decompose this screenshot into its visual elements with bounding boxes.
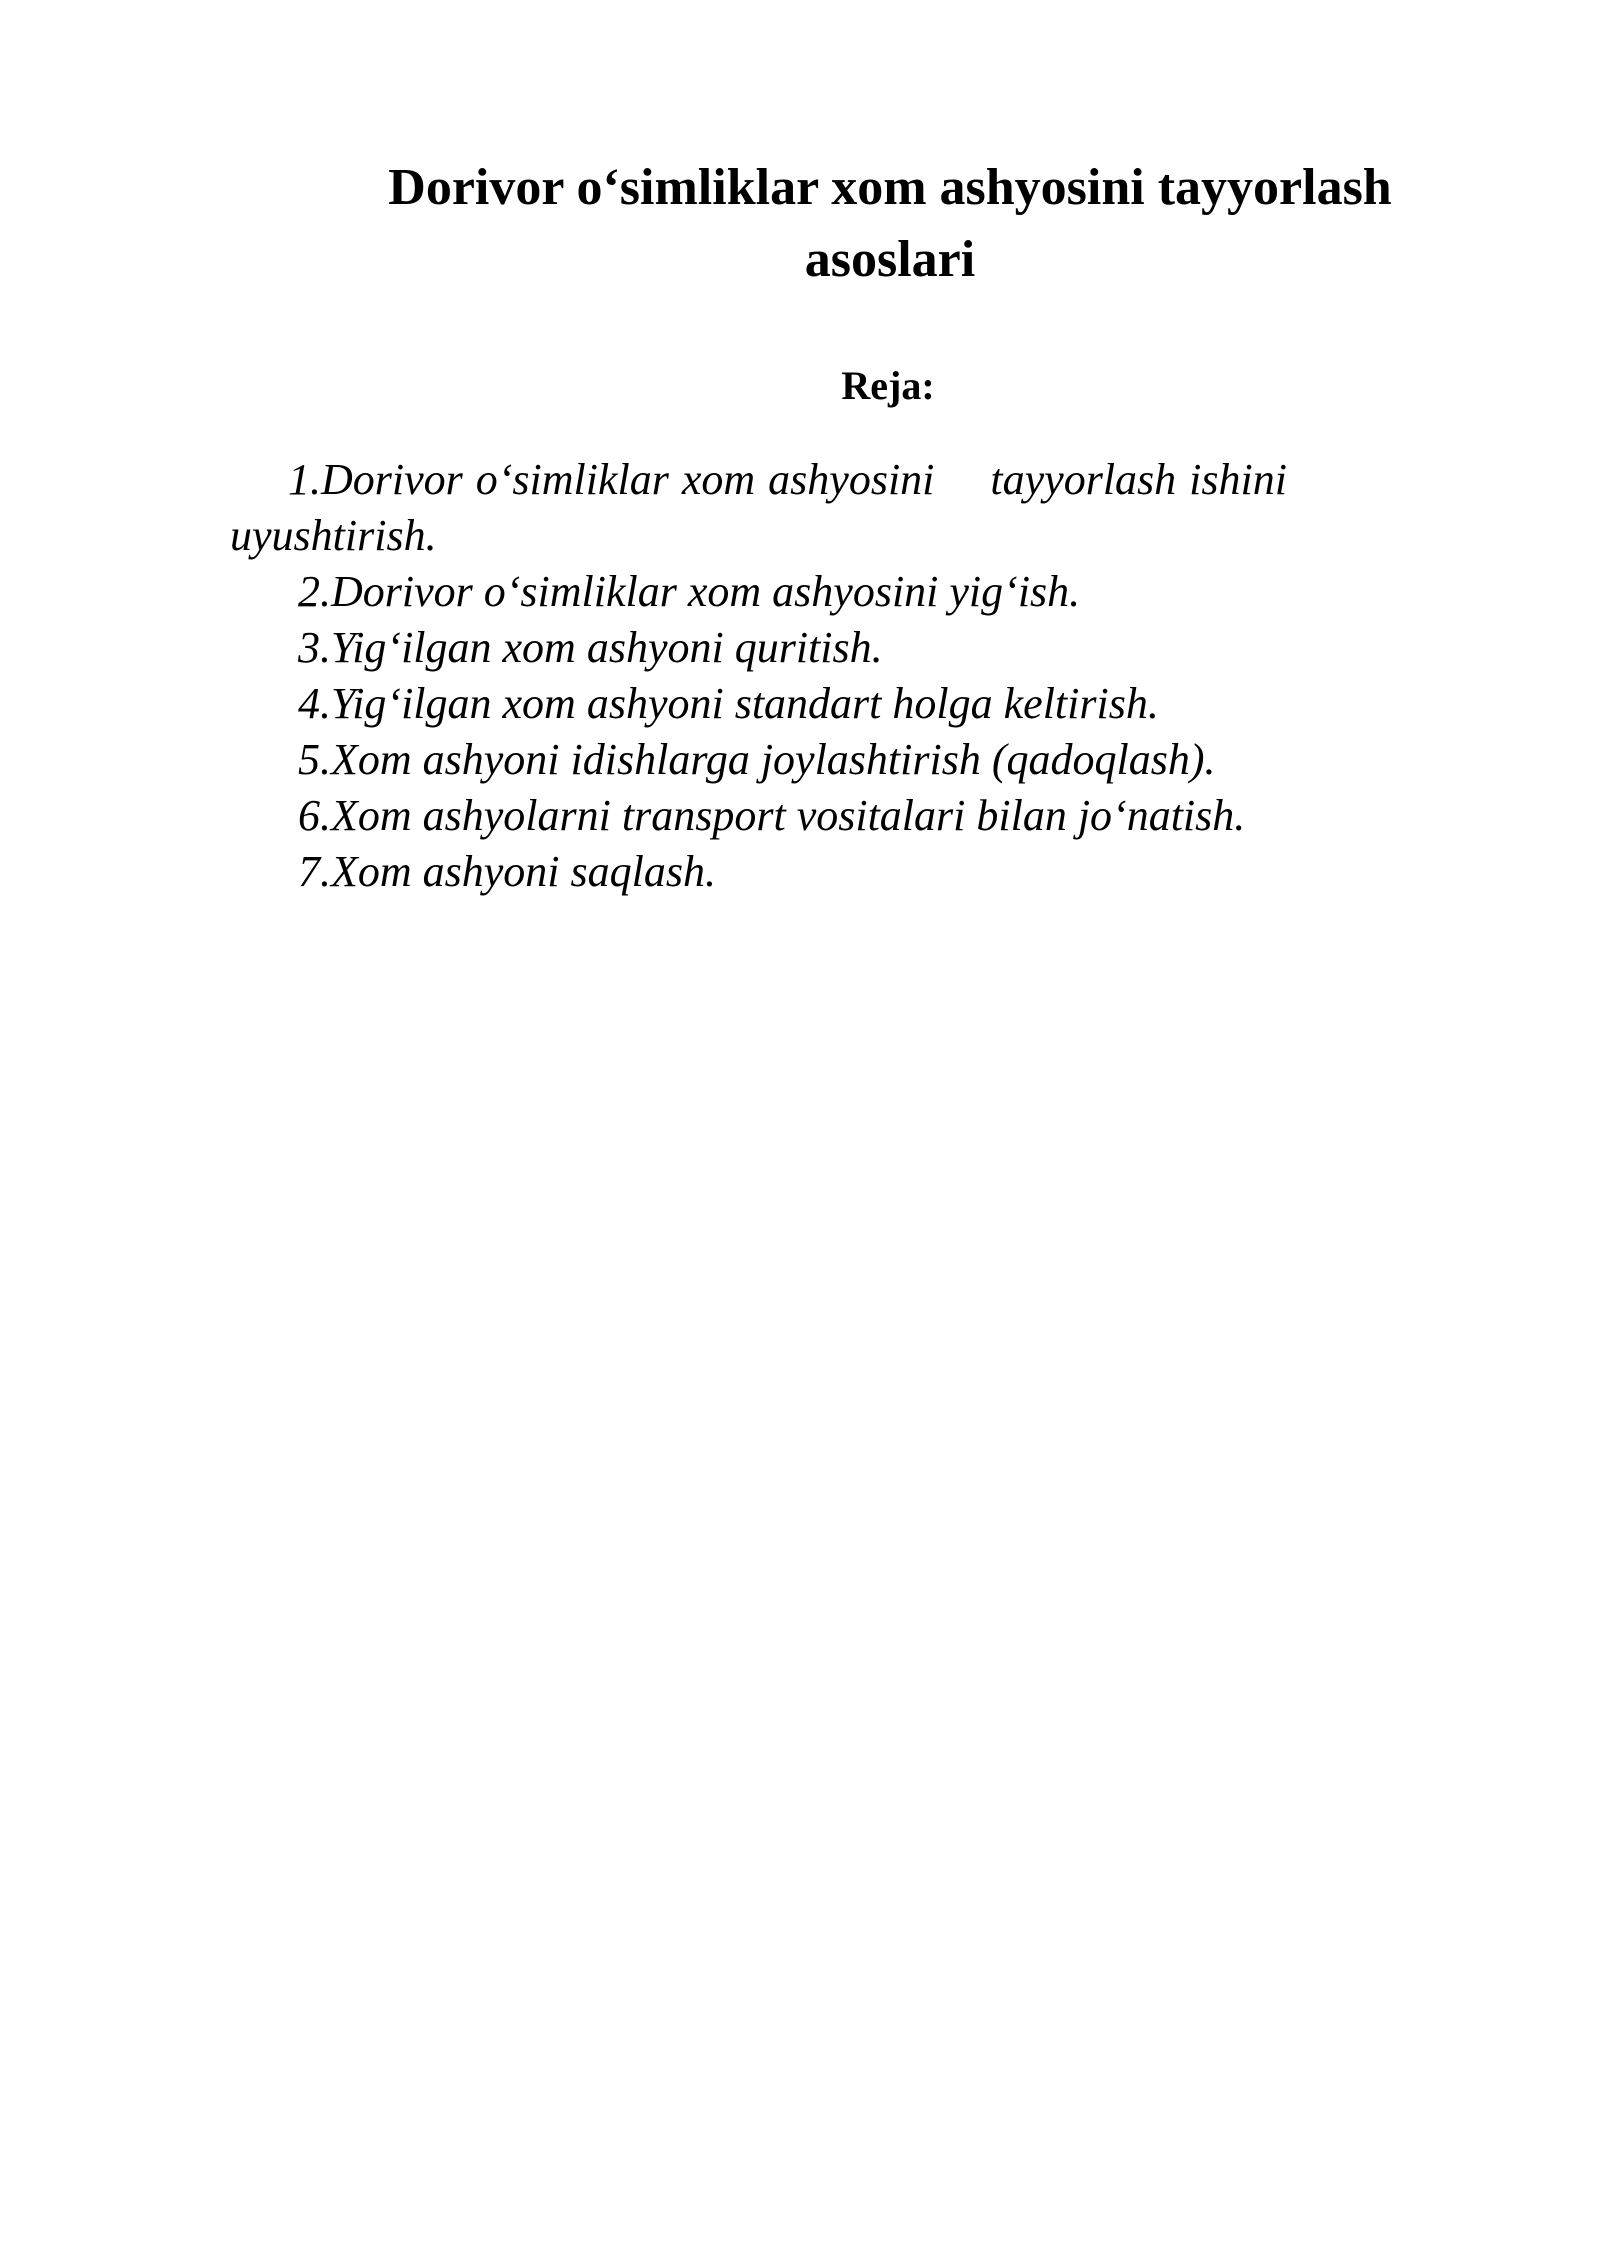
plan-item bbox=[230, 452, 1400, 564]
plan-item-text-continued: tayyorlash ishini uyushtirish. bbox=[230, 455, 1287, 560]
plan-heading: Reja: bbox=[841, 363, 935, 408]
plan-item-text: 1.Dorivor o‘simliklar xom ashyosini bbox=[288, 455, 935, 504]
plan-item: 2.Dorivor o‘simliklar xom ashyosini yig‘ish. bbox=[298, 567, 1081, 616]
plan-item: 4.Yig‘ilgan xom ashyoni standart holga keltirish. bbox=[298, 679, 1159, 728]
document-title: Dorivor o‘simliklar xom ashyosini tayyorlash asoslari bbox=[388, 159, 1392, 288]
plan-list bbox=[230, 452, 1400, 900]
plan-item: 6.Xom ashyolarni transport vositalari bilan jo‘natish. bbox=[298, 791, 1246, 840]
plan-item: 5.Xom ashyoni idishlarga joylashtirish (qadoqlash). bbox=[298, 735, 1216, 784]
plan-item: 7.Xom ashyoni saqlash. bbox=[298, 847, 716, 896]
plan-item: 3.Yig‘ilgan xom ashyoni quritish. bbox=[298, 623, 883, 672]
